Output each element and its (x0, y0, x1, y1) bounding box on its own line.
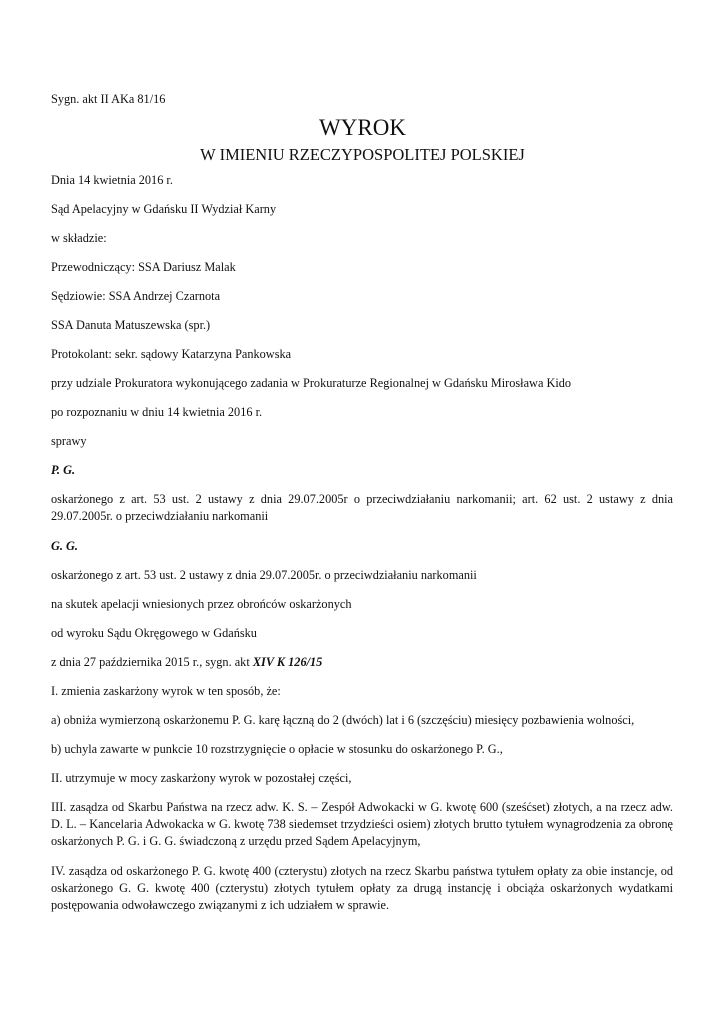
lower-court-date (51, 654, 673, 671)
ruling-point-1: I. zmienia zaskarżony wyrok w ten sposób, że: (51, 684, 281, 698)
judge-rapporteur: SSA Danuta Matuszewska (spr.) (51, 318, 211, 332)
presiding-judge: Przewodniczący: SSA Dariusz Malak (51, 260, 236, 274)
court-clerk: Protokolant: sekr. sądowy Katarzyna Pankowska (51, 347, 292, 361)
lower-court-case-number: XIV K 126/15 (252, 655, 323, 669)
defendant-1-name: P. G. (51, 463, 76, 477)
court-name: Sąd Apelacyjny w Gdańsku II Wydział Karny (51, 202, 277, 216)
ruling-point-1b: b) uchyla zawarte w punkcie 10 rozstrzygnięcie o opłacie w stosunku do oskarżonego P. G., (51, 742, 503, 756)
case-signature: Sygn. akt II AKa 81/16 (51, 92, 166, 106)
lower-court: od wyroku Sądu Okręgowego w Gdańsku (51, 626, 257, 640)
judgment-date: Dnia 14 kwietnia 2016 r. (51, 173, 173, 187)
ruling-point-4: IV. zasądza od oskarżonego P. G. kwotę 400 (czterystu) złotych na rzecz Skarbu państwa tytułem opłaty za obie instancje, od oskarżonego G. G. kwotę 400 (czterystu) złotych tytułem opłaty za drugą instancję i obciąża oskarżonych wydatkami postępowania odwoławczego związanymi z ich udziałem w sprawie. (51, 864, 673, 912)
ruling-point-3: III. zasądza od Skarbu Państwa na rzecz adw. K. S. – Zespół Adwokacki w G. kwotę 600 (sześćset) złotych, a na rzecz adw. D. L. – Kancelaria Adwokacka w G. kwotę 738 siedemset trzydzieści osiem) złotych brutto tytułem wynagrodzenia za obronę oskarżonych P. G. i G. G. świadczoną z urzędu przed Sądem Apelacyjnym, (51, 800, 673, 848)
lower-court-date-text: z dnia 27 października 2015 r., sygn. akt (51, 655, 253, 669)
hearing-date: po rozpoznaniu w dniu 14 kwietnia 2016 r. (51, 405, 263, 419)
prosecutor: przy udziale Prokuratora wykonującego zadania w Prokuraturze Regionalnej w Gdańsku Mirosława Kido (51, 376, 572, 390)
judges: Sędziowie: SSA Andrzej Czarnota (51, 289, 221, 303)
document-title: WYROK (319, 115, 406, 140)
document-subtitle: W IMIENIU RZECZYPOSPOLITEJ POLSKIEJ (200, 145, 525, 164)
appeal-note: na skutek apelacji wniesionych przez obrońców oskarżonych (51, 597, 352, 611)
defendant-1-charges: oskarżonego z art. 53 ust. 2 ustawy z dnia 29.07.2005r o przeciwdziałaniu narkomanii; art. 62 ust. 2 ustawy z dnia 29.07.2005r. o przeciwdziałaniu narkomanii (51, 492, 673, 523)
defendant-2-name: G. G. (51, 539, 78, 553)
ruling-point-1a: a) obniża wymierzoną oskarżonemu P. G. karę łączną do 2 (dwóch) lat i 6 (szczęściu) miesięcy pozbawienia wolności, (51, 713, 635, 727)
ruling-point-2: II. utrzymuje w mocy zaskarżony wyrok w pozostałej części, (51, 771, 352, 785)
case-label: sprawy (51, 434, 87, 448)
defendant-2-charges: oskarżonego z art. 53 ust. 2 ustawy z dnia 29.07.2005r. o przeciwdziałaniu narkomanii (51, 568, 477, 582)
composition-label: w składzie: (51, 231, 107, 245)
